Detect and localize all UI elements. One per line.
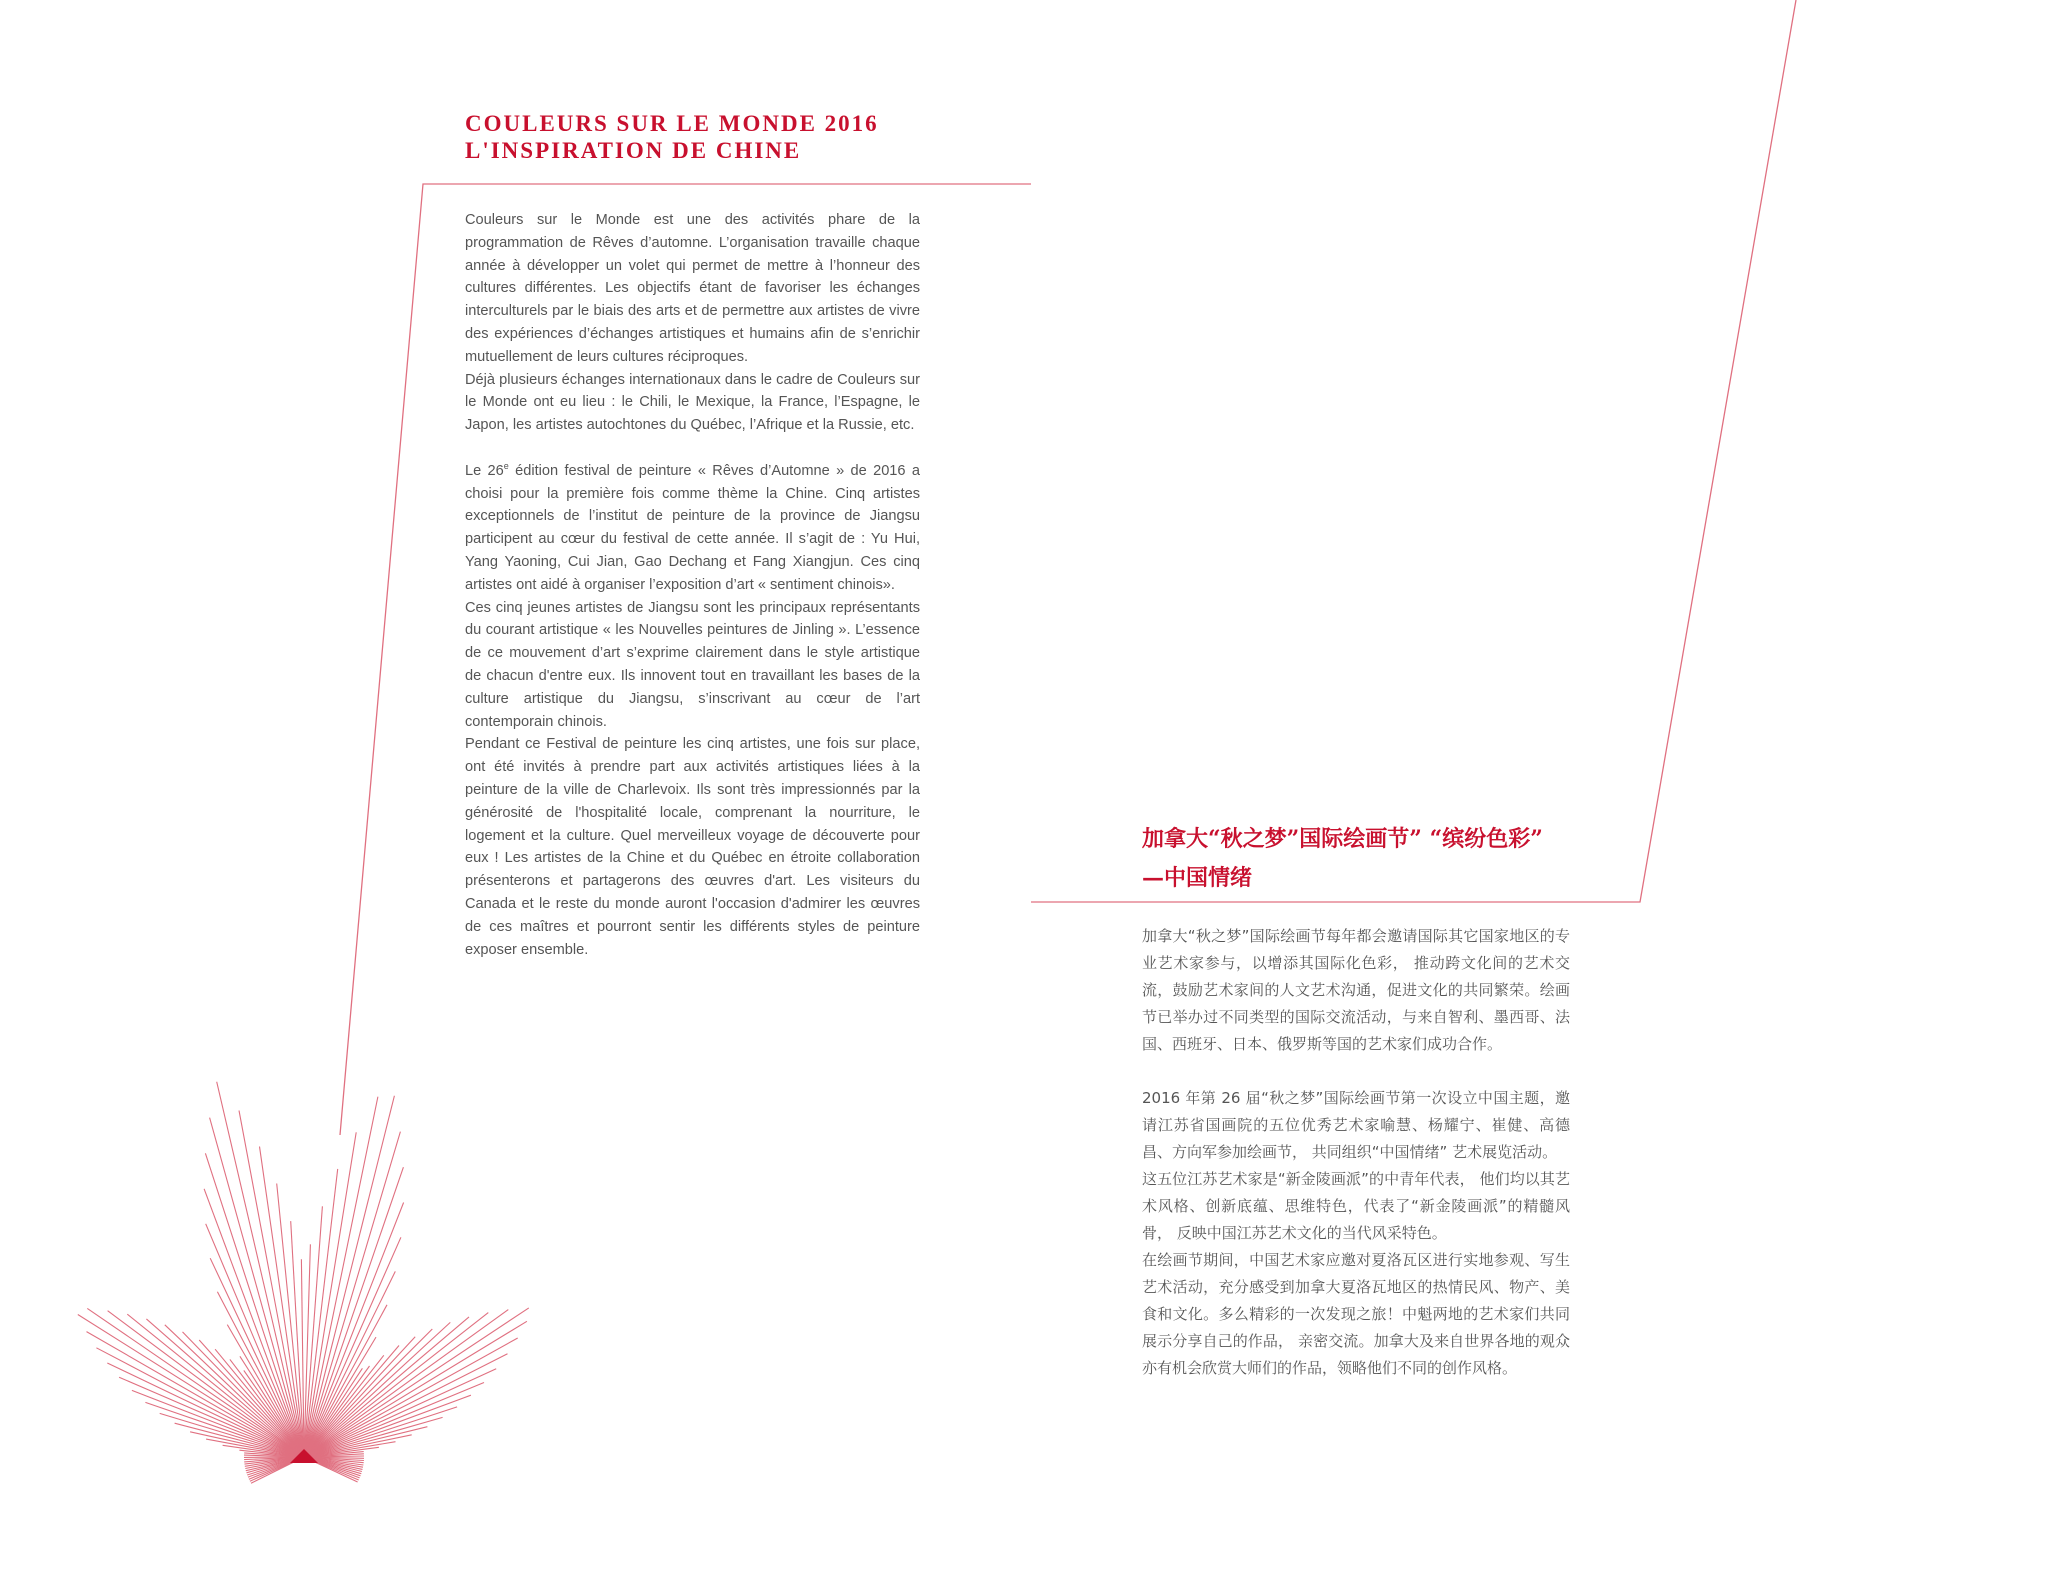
french-paragraph-5: Pendant ce Festival de peinture les cinq artistes, une fois sur place, ont été invités à prendre part aux activités artistiques liées à la peinture de la ville de Charlevoix. Ils sont très impressionnés par la générosité de l'hospitalité locale, comprenant la nourriture, le logement et la culture. Quel merveilleux voyage de découverte pour eux ! Les artistes de la Chine et du Québec en étroite collaboration présenterons et partagerons des œuvres d'art. Les visiteurs du Canada et le reste du monde auront l'occasion d'admirer les œuvres de ces maîtres et pourront sentir les différents styles de peinture exposer ensemble. xyxy=(465,736,920,958)
starburst-ray xyxy=(304,1395,471,1457)
frame-rule-right xyxy=(1031,0,1796,902)
french-paragraph-2: Déjà plusieurs échanges internationaux dans le cadre de Couleurs sur le Monde ont eu lieu : le Chili, le Mexique, la France, l’Espagne, le Japon, les artistes autochtones du Québec, l’Afrique et la Russie, etc. xyxy=(465,371,920,434)
chinese-paragraph-2: 2016 年第 26 届“秋之梦”国际绘画节第一次设立中国主题，邀请江苏省国画院的五位优秀艺术家喻慧、杨耀宁、崔健、高德昌、方向军参加绘画节， 共同组织“中国情绪” 艺术展览活动。 xyxy=(1142,1089,1570,1161)
starburst-ray xyxy=(206,1224,304,1457)
starburst-ornament xyxy=(78,1082,529,1484)
french-body xyxy=(465,209,920,961)
chinese-title-line-2: —中国情绪 xyxy=(1142,865,1253,891)
french-paragraph-1: Couleurs sur le Monde est une des activités phare de la programmation de Rêves d’automne. L’organisation travaille chaque année à développer un volet qui permet de mettre à l’honneur des cultures différentes. Les objectifs étant de favoriser les échanges interculturels par le biais des arts et de permettre aux artistes de vivre des expériences d’échanges artistiques et humains afin de s’enrichir mutuellement de leurs cultures réciproques. xyxy=(465,212,920,365)
chinese-paragraph-4: 在绘画节期间，中国艺术家应邀对夏洛瓦区进行实地参观、写生艺术活动，充分感受到加拿大夏洛瓦地区的热情民风、物产、美食和文化。多么精彩的一次发现之旅！中魁两地的艺术家们共同展示分享自己的作品， 亲密交流。加拿大及来自世界各地的观众亦有机会欣赏大师们的作品，领略他们不同的创作风格。 xyxy=(1142,1251,1570,1377)
chinese-paragraph-1: 加拿大“秋之梦”国际绘画节每年都会邀请国际其它国家地区的专业艺术家参与，以增添其国际化色彩， 推动跨文化间的艺术交流，鼓励艺术家间的人文艺术沟通，促进文化的共同繁荣。绘画节已举办过不同类型的国际交流活动，与来自智利、墨西哥、法国、西班牙、日本、俄罗斯等国的艺术家们成功合作。 xyxy=(1142,927,1570,1053)
starburst-ray xyxy=(217,1082,304,1457)
superscript-e: e xyxy=(503,460,509,471)
starburst-ray xyxy=(304,1167,403,1457)
french-title xyxy=(465,110,879,164)
french-paragraph-3-start: Le 26 xyxy=(465,462,504,479)
french-paragraph-3 xyxy=(465,460,920,597)
chinese-title xyxy=(1142,820,1543,898)
chinese-title-line-1: 加拿大“秋之梦”国际绘画节” “缤纷色彩” xyxy=(1142,826,1543,852)
french-paragraph-3-rest: édition festival de peinture « Rêves d’Automne » de 2016 a choisi pour la première fois comme thème la Chine. Cinq artistes exceptionnels de l’institut de peinture de la province de Jiangsu participent au cœur du festival de cette année. Il s’agit de : Yu Hui, Yang Yaoning, Cui Jian, Gao Dechang et Fang Xiangjun. Ces cinq artistes ont aidé à organiser l’exposition d’art « sentiment chinois». xyxy=(465,462,920,593)
starburst-ray xyxy=(304,1322,450,1457)
french-paragraph-4: Ces cinq jeunes artistes de Jiangsu sont les principaux représentants du courant artistique « les Nouvelles peintures de Jinling ». L’essence de ce mouvement d’art s’exprime clairement dans le style artistique de chacun d'entre eux. Ils innovent tout en travaillant les bases de la culture artistique du Jiangsu, s’inscrivant au cœur de l’art contemporain chinois. xyxy=(465,599,920,730)
french-title-line-2: L'INSPIRATION DE CHINE xyxy=(465,138,802,163)
starburst-ray xyxy=(87,1308,304,1457)
starburst-ray xyxy=(304,1237,401,1457)
paragraph-spacer xyxy=(465,437,920,460)
chinese-paragraph-3: 这五位江苏艺术家是“新金陵画派”的中青年代表， 他们均以其艺术风格、创新底蕴、思维特色，代表了“新金陵画派”的精髓风骨， 反映中国江苏艺术文化的当代风采特色。 xyxy=(1142,1170,1570,1242)
chinese-body xyxy=(1142,923,1570,1382)
starburst-ray xyxy=(304,1308,529,1457)
french-title-line-1: COULEURS SUR LE MONDE 2016 xyxy=(465,111,879,136)
paragraph-spacer xyxy=(1142,1058,1570,1085)
starburst-ray xyxy=(304,1310,508,1457)
